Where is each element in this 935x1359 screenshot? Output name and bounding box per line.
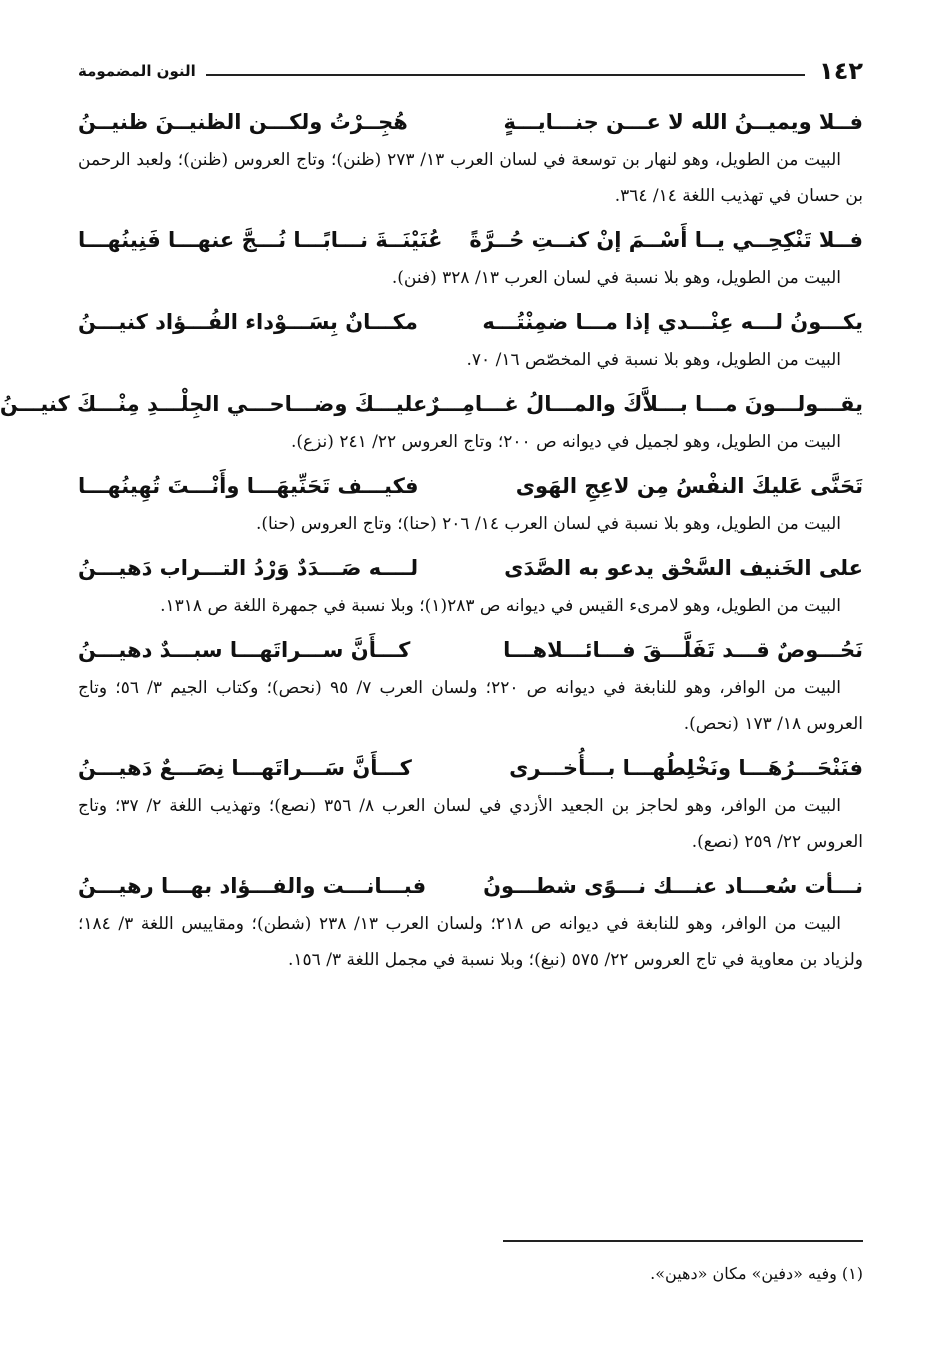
verse-line	[78, 630, 863, 670]
verse-entry	[78, 866, 863, 978]
verse-line	[0, 384, 863, 424]
first-hemistich: على الخَنيف السَّحْق يدعو به الصَّدَى	[504, 556, 863, 580]
verse-source-note: البيت من الطويل، وهو بلا نسبة في لسان العرب ١٣/ ٣٢٨ (فنن).	[391, 268, 841, 288]
verse-source-note: البيت من الوافر، وهو للنابغة في ديوانه ص ٢٢٠؛ ولسان العرب ٧/ ٩٥ (نحص)؛ وكتاب الجيم ٣/ ٥٦؛ وتاج العروس ١٨/ ١٧٣ (نحص).	[78, 678, 863, 734]
second-hemistich: عُنَيْنَــةَ نـــابًـــا نُـــجَّ عنهـــا فَنِينُهـــا	[78, 228, 443, 252]
verse-entry	[78, 466, 863, 542]
second-hemistich: كـــأَنَّ سَـــراتَهـــا نِصَـــعٌ دَهيـــنُ	[78, 756, 412, 780]
main-content	[0, 102, 863, 984]
second-hemistich: كـــأَنَّ ســـراتَهـــا سبـــدٌ دهيـــنُ	[78, 638, 411, 662]
header-rule	[206, 74, 805, 76]
verse-line	[78, 748, 863, 788]
page-header	[78, 56, 863, 86]
verse-source-note: البيت من الطويل، وهو لجميل في ديوانه ص ٢٠٠؛ وتاج العروس ٢٢/ ٢٤١ (نزع).	[290, 432, 841, 452]
verse-line	[78, 302, 863, 342]
verse-entry	[78, 630, 863, 742]
verse-line	[78, 102, 863, 142]
verse-line	[78, 220, 863, 260]
second-hemistich: مكـــانٌ بِسَـــوْداء الفُـــؤاد كنيـــنُ	[78, 310, 418, 334]
verse-line	[78, 466, 863, 506]
verse-entry	[78, 302, 863, 378]
verse-source-note: البيت من الطويل، وهو لنهار بن توسعة في لسان العرب ١٣/ ٢٧٣ (ظنن)؛ وتاج العروس (ظنن)؛ ولعبد الرحمن بن حسان في تهذيب اللغة ١٤/ ٣٦٤.	[78, 150, 863, 206]
verse-entry	[78, 748, 863, 860]
first-hemistich: تَحَنَّى عَليكَ النفْسُ مِن لاعِجِ الهَوى	[515, 474, 863, 498]
second-hemistich: فكيـــف تَحَنِّيهَـــا وأَنْـــتَ تُهِينُهـــا	[78, 474, 419, 498]
page-number: ١٤٢	[819, 57, 863, 85]
first-hemistich: يكـــونُ لـــه عِنْـــدي إذا مـــا ضمِنْتُـــه	[482, 310, 863, 334]
verse-source-note: البيت من الطويل، وهو لامرىء القيس في ديوانه ص ٢٨٣(١)؛ وبلا نسبة في جمهرة اللغة ص ١٣١٨.	[160, 596, 841, 616]
second-hemistich: هُجِــرْتُ ولكـــن الظنيــنَ ظنيــنُ	[78, 110, 408, 134]
footnote: (١) وفيه «دفين» مكان «دهين».	[650, 1264, 863, 1283]
verse-entry	[78, 102, 863, 214]
first-hemistich: نَحُـــوصٌ قـــد تَفَلَّـــقَ فـــائـــلاهـــا	[503, 638, 863, 662]
first-hemistich: نـــأت سُعـــاد عنـــك نـــوًى شطـــونُ	[483, 874, 863, 898]
verse-source-note: البيت من الوافر، وهو للنابغة في ديوانه ص ٢١٨؛ ولسان العرب ١٣/ ٢٣٨ (شطن)؛ ومقاييس اللغة ٣/ ١٨٤؛ ولزياد بن معاوية في تاج العروس ٢٢/ ٥٧٥ (نبغ)؛ وبلا نسبة في مجمل اللغة ٣/ ١٥٦.	[78, 914, 863, 970]
verse-source-note: البيت من الطويل، وهو بلا نسبة في لسان العرب ١٤/ ٢٠٦ (حنا)؛ وتاج العروس (حنا).	[256, 514, 841, 534]
second-hemistich: فبـــانـــت والفـــؤاد بهـــا رهيـــنُ	[78, 874, 427, 898]
first-hemistich: فــلا تَنْكِحِــي يــا أَسْــمَ إنْ كنــتِ حُــرَّةً	[469, 228, 863, 252]
second-hemistich: لــــه صَـــدَدٌ وَرْدُ التـــراب دَهيـــنُ	[78, 556, 419, 580]
footnote-separator	[503, 1240, 863, 1242]
verse-entry	[78, 548, 863, 624]
verse-line	[78, 866, 863, 906]
first-hemistich: يقـــولـــونَ مـــا بـــلاَّكَ والمـــالُ غـــامِـــرٌ	[427, 392, 863, 416]
first-hemistich: فــلا ويميــنُ الله لا عـــن جنـــايـــةٍ	[503, 110, 863, 134]
verse-entry	[78, 220, 863, 296]
verse-source-note: البيت من الطويل، وهو بلا نسبة في المخصّص ١٦/ ٧٠.	[466, 350, 841, 370]
second-hemistich: عليـــكَ وضـــاحـــي الجِلْـــدِ مِنْـــكَ كنيـــنُ	[0, 392, 428, 416]
verse-entry	[0, 384, 863, 460]
verse-source-note: البيت من الوافر، وهو لحاجز بن الجعيد الأزدي في لسان العرب ٨/ ٣٥٦ (نصع)؛ وتهذيب اللغة ٢/ ٣٧؛ وتاج العروس ٢٢/ ٢٥٩ (نصع).	[78, 796, 863, 852]
running-title: النون المضمومة	[78, 62, 196, 80]
verse-line	[78, 548, 863, 588]
first-hemistich: فنَنْحَـــرُهَـــا ونَخْلِطُهـــا بـــأُخـــرى	[509, 756, 863, 780]
